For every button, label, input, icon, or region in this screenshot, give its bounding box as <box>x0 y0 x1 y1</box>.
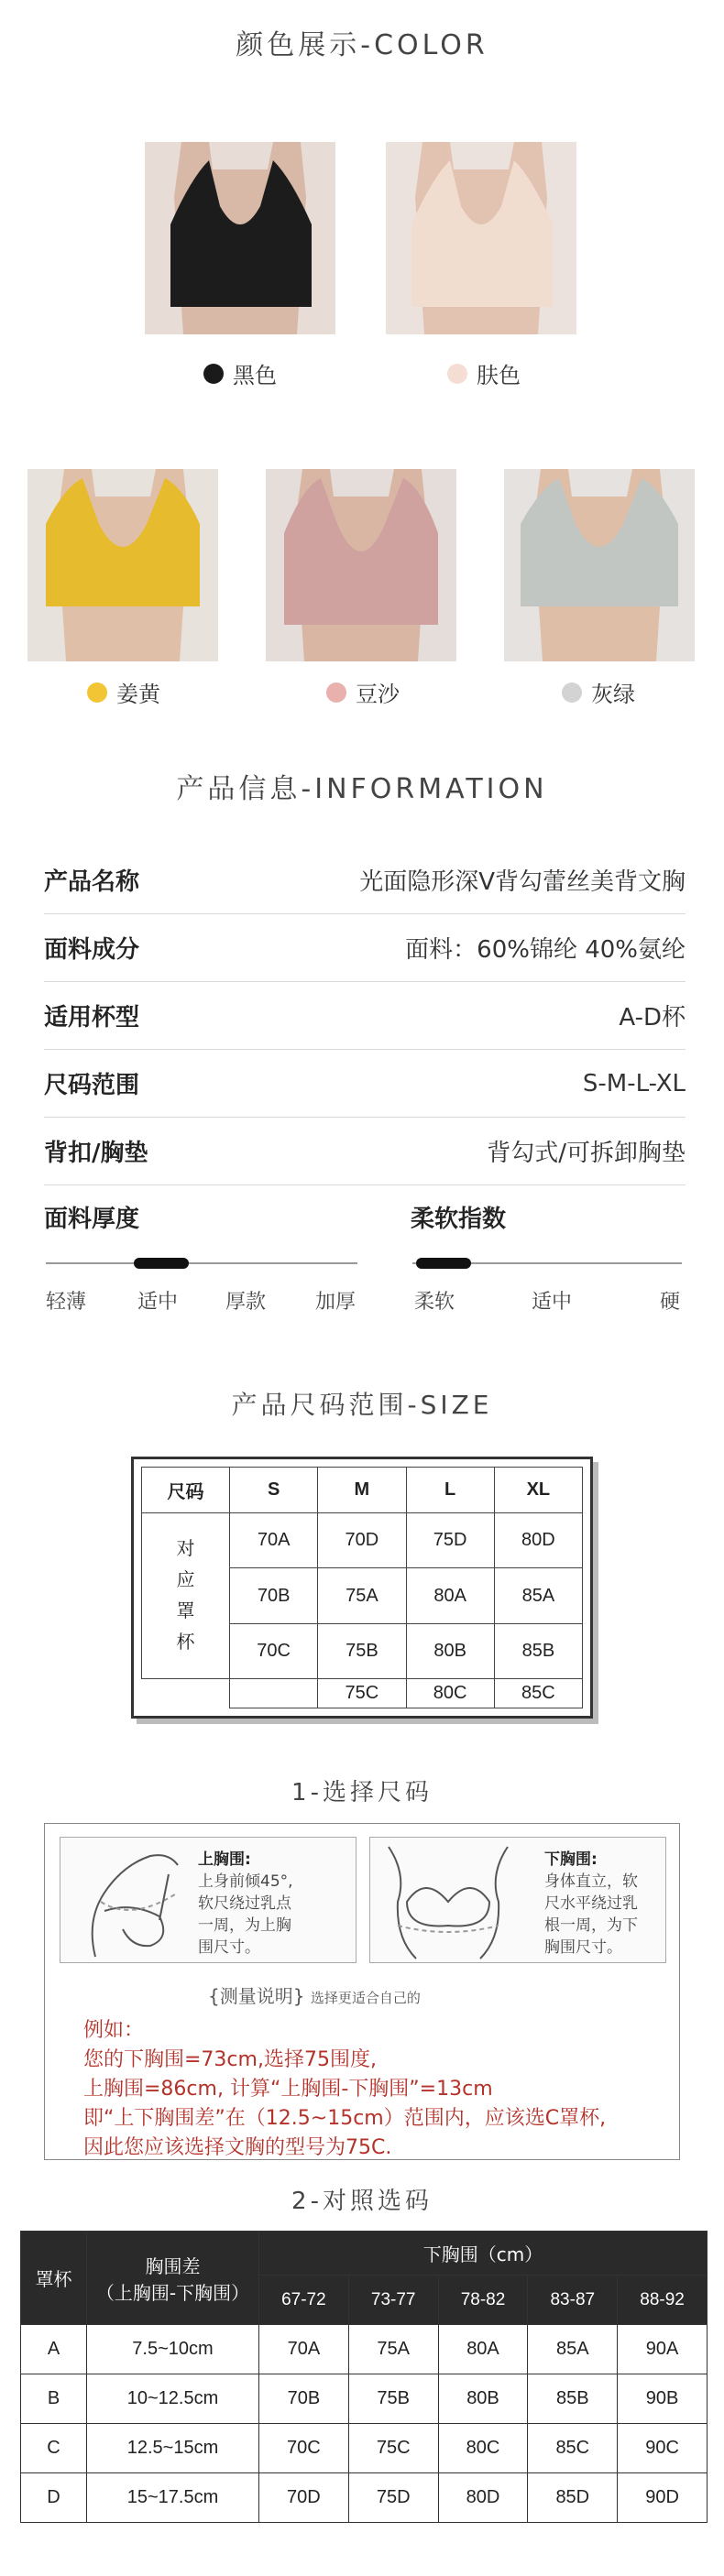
diff-header-line: 胸围差 <box>145 2254 201 2277</box>
size-cell: 85A <box>528 2325 618 2374</box>
info-row-cup <box>44 982 686 1050</box>
size-cell: 90C <box>618 2424 708 2473</box>
size-range-table <box>141 1467 583 1708</box>
size-cell: 70D <box>259 2473 349 2523</box>
under-bust-range: 73-77 <box>348 2276 438 2325</box>
color-dot-skin <box>447 364 467 384</box>
empty-cell <box>142 1679 230 1708</box>
cup-side-char: 对 <box>176 1539 195 1560</box>
size-cell: 75A <box>348 2325 438 2374</box>
upper-bust-figure <box>60 1837 357 1963</box>
size-cell: 90D <box>618 2473 708 2523</box>
upper-bust-line: 软尺绕过乳点 <box>198 1894 291 1913</box>
under-bust-range: 78-82 <box>438 2276 528 2325</box>
model-photo <box>386 142 576 334</box>
under-bust-range: 67-72 <box>259 2276 349 2325</box>
size-cell: 70A <box>259 2325 349 2374</box>
lower-bust-title: 下胸围: <box>544 1850 598 1869</box>
cup-cell: D <box>21 2473 87 2523</box>
measure-guide <box>44 1823 680 2160</box>
info-key: 尺码范围 <box>44 1072 140 1099</box>
size-cell <box>230 1679 318 1708</box>
upper-bust-line: 上身前倾45°, <box>198 1872 293 1891</box>
size-cell: 90A <box>618 2325 708 2374</box>
diff-cell: 10~12.5cm <box>87 2374 259 2424</box>
info-row-closure <box>44 1118 686 1185</box>
size-cell: 85D <box>528 2473 618 2523</box>
size-range-table-frame <box>131 1457 593 1719</box>
diff-header <box>87 2232 259 2325</box>
color-name: 灰绿 <box>591 682 635 707</box>
info-key: 适用杯型 <box>44 1004 140 1031</box>
size-cell: 90B <box>618 2374 708 2424</box>
info-key: 面料成分 <box>44 936 140 964</box>
info-key: 背扣/胸垫 <box>44 1140 148 1167</box>
lower-bust-line: 身体直立，软 <box>544 1872 638 1891</box>
size-cell: 85C <box>528 2424 618 2473</box>
lower-bust-illustration <box>370 1838 526 1962</box>
size-cell: 70A <box>230 1513 318 1568</box>
color-label-yellow[interactable] <box>87 676 160 708</box>
cup-side-char: 应 <box>176 1570 195 1591</box>
cup-cell: B <box>21 2374 87 2424</box>
softness-label: 适中 <box>532 1291 573 1314</box>
size-cell: 75C <box>318 1679 406 1708</box>
size-cell: 80A <box>438 2325 528 2374</box>
color-label-skin[interactable] <box>447 357 521 389</box>
info-section-title: 产品信息-INFORMATION <box>176 773 548 805</box>
model-photo <box>266 469 456 661</box>
lower-bust-line: 胸围尺寸。 <box>544 1938 622 1957</box>
softness-label: 硬 <box>660 1291 681 1314</box>
color-dot-yellow <box>87 682 107 703</box>
upper-bust-illustration <box>68 1838 196 1962</box>
size-cell: 80A <box>406 1568 494 1623</box>
color-label-black[interactable] <box>203 357 277 389</box>
color-photo-skin[interactable] <box>386 142 576 334</box>
lower-bust-line: 根一周，为下 <box>544 1916 638 1935</box>
table-row <box>21 2374 708 2424</box>
size-cell: 75C <box>348 2424 438 2473</box>
thickness-level-marker <box>134 1258 189 1269</box>
color-photo-yellow[interactable] <box>27 469 218 661</box>
info-key: 产品名称 <box>44 868 140 896</box>
color-label-grey[interactable] <box>562 676 635 708</box>
under-bust-range: 88-92 <box>618 2276 708 2325</box>
size-header-cell: L <box>406 1468 494 1513</box>
table-row <box>21 2473 708 2523</box>
color-photo-bean[interactable] <box>266 469 456 661</box>
size-cell: 80C <box>406 1679 494 1708</box>
size-cell: 80D <box>438 2473 528 2523</box>
model-photo <box>27 469 218 661</box>
example-line: 因此您应该选择文胸的型号为75C. <box>83 2136 392 2159</box>
measure-note-hint: 选择更适合自己的 <box>310 1990 421 2006</box>
size-cell: 75B <box>318 1623 406 1678</box>
thickness-label: 加厚 <box>315 1291 357 1314</box>
color-name: 豆沙 <box>356 682 400 707</box>
info-row-fabric <box>44 914 686 982</box>
color-name: 黑色 <box>233 363 277 388</box>
diff-cell: 12.5~15cm <box>87 2424 259 2473</box>
under-bust-header: 下胸围（cm） <box>259 2232 708 2276</box>
lower-bust-line: 尺水平绕过乳 <box>544 1894 638 1913</box>
color-dot-grey <box>562 682 582 703</box>
size-cell: 85B <box>494 1623 582 1678</box>
info-value: 面料：60%锦纶 40%氨纶 <box>405 936 686 964</box>
cup-cell: C <box>21 2424 87 2473</box>
thickness-title: 面料厚度 <box>44 1206 140 1233</box>
color-name: 肤色 <box>477 363 521 388</box>
lower-bust-text <box>544 1849 638 1959</box>
model-photo <box>145 142 335 334</box>
step1-title: 1-选择尺码 <box>291 1779 433 1806</box>
measure-note <box>208 1981 421 2008</box>
upper-bust-line: 一周，为上胸 <box>198 1916 291 1935</box>
size-header-cell: S <box>230 1468 318 1513</box>
thickness-scale-line <box>46 1262 357 1264</box>
model-photo <box>504 469 695 661</box>
diff-header-line: （上胸围-下胸围） <box>95 2281 250 2304</box>
size-cell: 85A <box>494 1568 582 1623</box>
under-bust-range: 83-87 <box>528 2276 618 2325</box>
size-cell: 80C <box>438 2424 528 2473</box>
softness-title: 柔软指数 <box>411 1206 507 1233</box>
thickness-label: 轻薄 <box>46 1291 87 1314</box>
example-line: 上胸围=86cm, 计算“上胸围-下胸围”=13cm <box>83 2078 493 2101</box>
cup-side-char: 杯 <box>176 1632 195 1654</box>
thickness-label: 厚款 <box>225 1291 267 1314</box>
example-line: 即“上下胸围差”在（12.5~15cm）范围内，应该选C罩杯, <box>83 2107 607 2130</box>
upper-bust-text <box>198 1849 293 1959</box>
info-value: 背勾式/可拆卸胸垫 <box>487 1140 686 1167</box>
size-cell: 80B <box>406 1623 494 1678</box>
cup-side-char: 罩 <box>176 1601 195 1622</box>
color-section-title: 颜色展示-COLOR <box>236 29 488 61</box>
color-dot-bean <box>326 682 346 703</box>
info-row-size-range <box>44 1050 686 1118</box>
example-line: 例如： <box>83 2019 145 2042</box>
size-cell: 75B <box>348 2374 438 2424</box>
color-label-bean[interactable] <box>326 676 400 708</box>
info-row-product-name <box>44 846 686 914</box>
step2-title: 2-对照选码 <box>291 2188 433 2215</box>
size-header-cell: M <box>318 1468 406 1513</box>
size-section-title: 产品尺码范围-SIZE <box>231 1390 493 1420</box>
color-photo-black[interactable] <box>145 142 335 334</box>
cup-header: 罩杯 <box>21 2232 87 2325</box>
size-header-cell: XL <box>494 1468 582 1513</box>
measure-note-title: {测量说明} <box>208 1985 305 2007</box>
info-value: A-D杯 <box>619 1004 686 1031</box>
size-cell: 75D <box>406 1513 494 1568</box>
size-header-cell: 尺码 <box>142 1468 230 1513</box>
softness-label: 柔软 <box>414 1291 455 1314</box>
size-cell: 70D <box>318 1513 406 1568</box>
size-cell: 80B <box>438 2374 528 2424</box>
upper-bust-title: 上胸围: <box>198 1850 251 1869</box>
color-name: 姜黄 <box>116 682 160 707</box>
lower-bust-figure <box>369 1837 666 1963</box>
diff-cell: 15~17.5cm <box>87 2473 259 2523</box>
color-dot-black <box>203 364 224 384</box>
size-cell: 85B <box>528 2374 618 2424</box>
info-value: 光面隐形深V背勾蕾丝美背文胸 <box>359 868 686 896</box>
diff-cell: 7.5~10cm <box>87 2325 259 2374</box>
color-photo-grey[interactable] <box>504 469 695 661</box>
size-cell: 80D <box>494 1513 582 1568</box>
size-cell: 70B <box>230 1568 318 1623</box>
info-value: S-M-L-XL <box>582 1069 686 1097</box>
cup-cell: A <box>21 2325 87 2374</box>
size-cell: 75D <box>348 2473 438 2523</box>
table-row <box>21 2424 708 2473</box>
softness-level-marker <box>416 1258 471 1269</box>
example-line: 您的下胸围=73cm,选择75围度, <box>83 2048 377 2071</box>
size-cell: 70B <box>259 2374 349 2424</box>
size-cell: 75A <box>318 1568 406 1623</box>
table-row <box>21 2325 708 2374</box>
size-cell: 70C <box>230 1623 318 1678</box>
size-cell: 70C <box>259 2424 349 2473</box>
thickness-label: 适中 <box>137 1291 179 1314</box>
size-cell: 85C <box>494 1679 582 1708</box>
upper-bust-line: 围尺寸。 <box>198 1938 260 1957</box>
cup-side-label <box>142 1513 230 1679</box>
size-compare-table <box>20 2231 708 2523</box>
